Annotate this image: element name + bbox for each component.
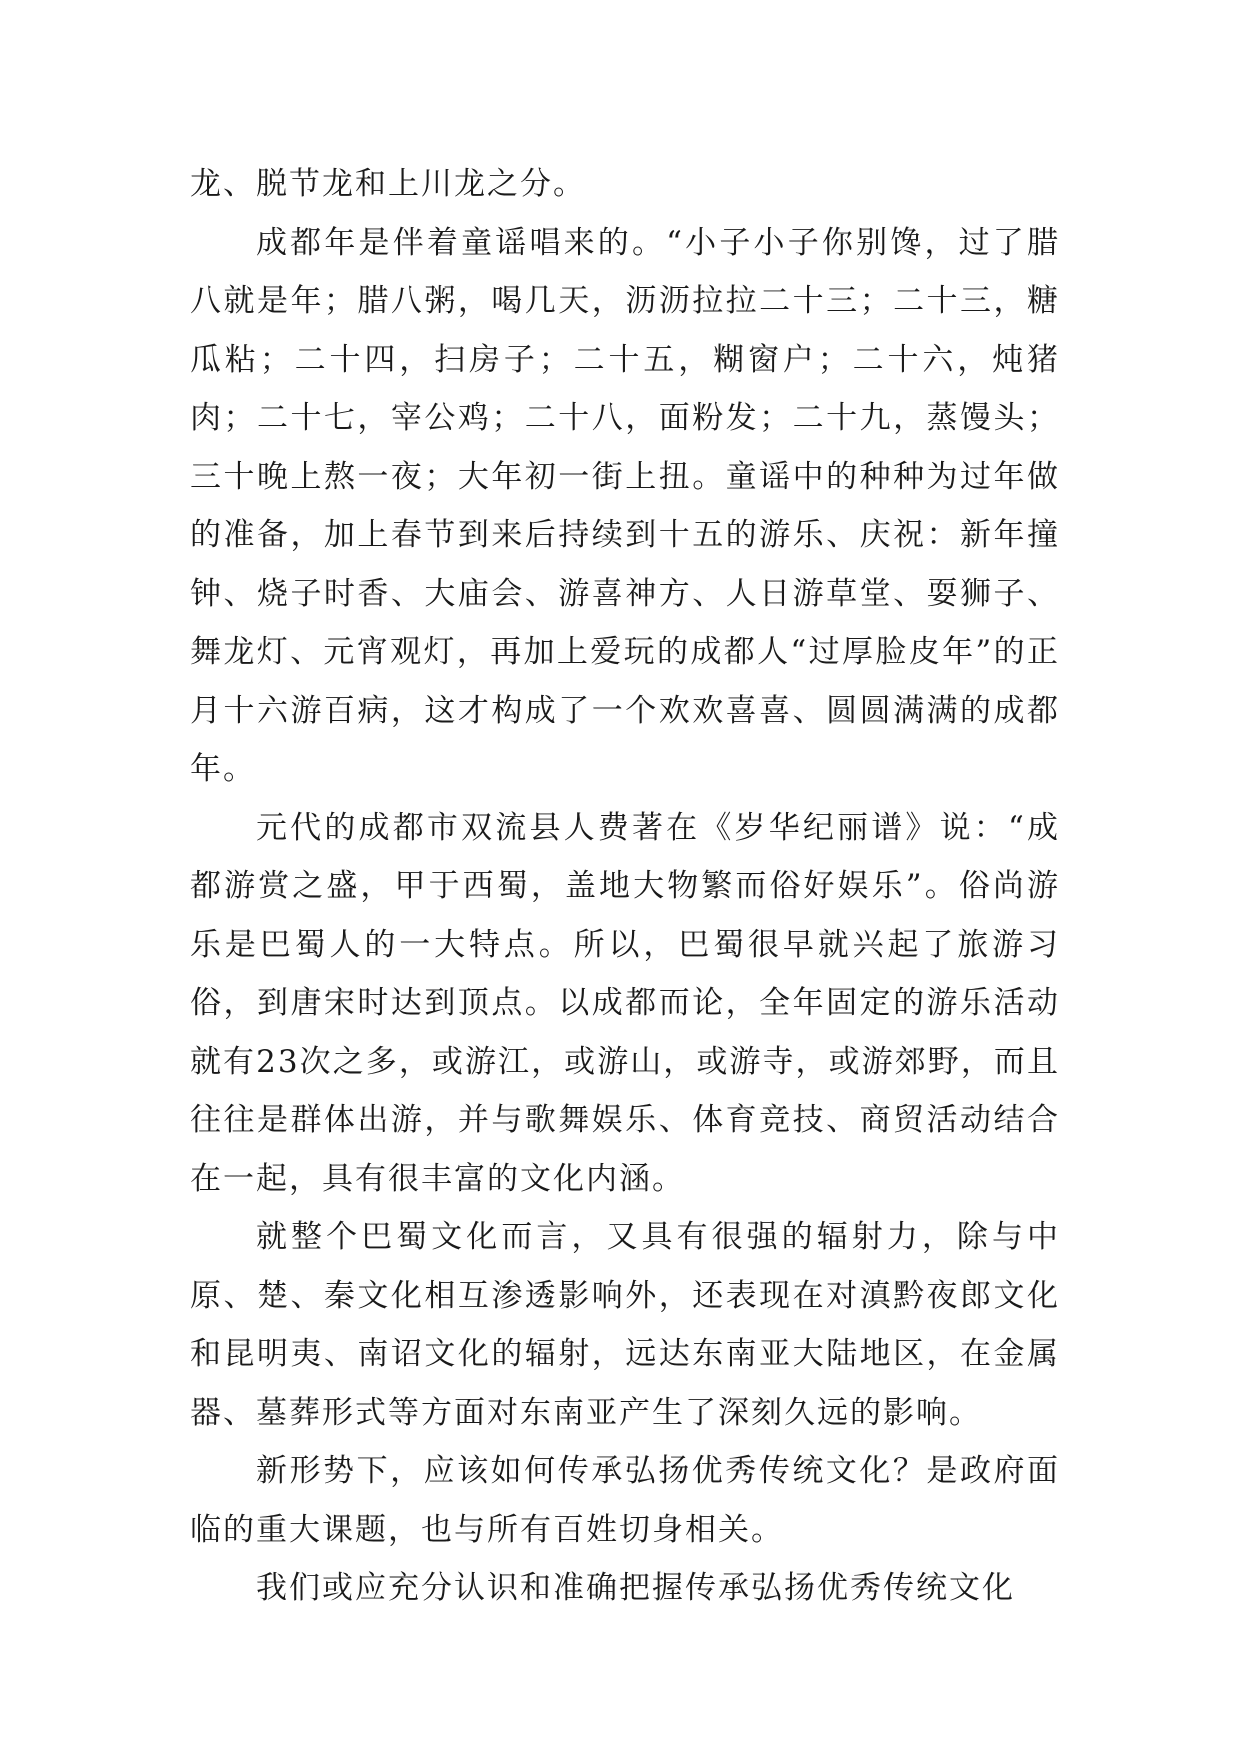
paragraph-4: 就整个巴蜀文化而言，又具有很强的辐射力，除与中原、楚、秦文化相互渗透影响外，还表现在对滇黔夜郎文化和昆明夷、南诏文化的辐射，远达东南亚大陆地区，在金属器、墓葬形式等方面对东南亚产生了深刻久远的影响。 xyxy=(190,1219,1060,1431)
paragraph-5: 新形势下，应该如何传承弘扬优秀传统文化？是政府面临的重大课题，也与所有百姓切身相关。 xyxy=(190,1453,1060,1548)
document-body xyxy=(190,155,1060,1618)
paragraph-2: 成都年是伴着童谣唱来的。“小子小子你别馋，过了腊八就是年；腊八粥，喝几天，沥沥拉拉二十三；二十三，糖瓜粘；二十四，扫房子；二十五，糊窗户；二十六，炖猪肉；二十七，宰公鸡；二十八，面粉发；二十九，蒸馒头；三十晚上熬一夜；大年初一街上扭。童谣中的种种为过年做的准备，加上春节到来后持续到十五的游乐、庆祝：新年撞钟、烧子时香、大庙会、游喜神方、人日游草堂、耍狮子、舞龙灯、元宵观灯，再加上爱玩的成都人“过厚脸皮年”的正月十六游百病，这才构成了一个欢欢喜喜、圆圆满满的成都年。 xyxy=(190,224,1060,787)
paragraph-1: 龙、脱节龙和上川龙之分。 xyxy=(190,166,586,202)
paragraph-3: 元代的成都市双流县人费著在《岁华纪丽谱》说：“成都游赏之盛，甲于西蜀，盖地大物繁而俗好娱乐”。俗尚游乐是巴蜀人的一大特点。所以，巴蜀很早就兴起了旅游习俗，到唐宋时达到顶点。以成都而论，全年固定的游乐活动就有23次之多，或游江，或游山，或游寺，或游郊野，而且往往是群体出游，并与歌舞娱乐、体育竞技、商贸活动结合在一起，具有很丰富的文化内涵。 xyxy=(190,809,1060,1197)
paragraph-6: 我们或应充分认识和准确把握传承弘扬优秀传统文化 xyxy=(256,1570,1015,1606)
